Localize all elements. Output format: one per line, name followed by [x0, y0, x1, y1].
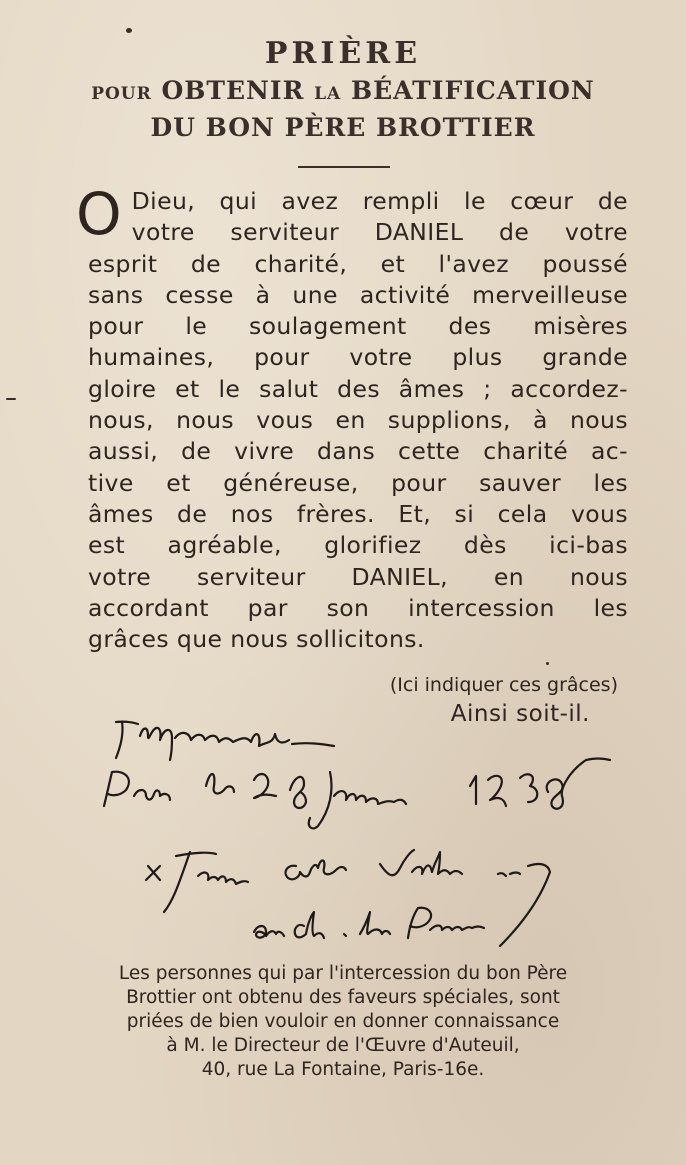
signature-stroke [380, 850, 414, 875]
imprimatur-stroke [175, 733, 289, 746]
date-stroke [290, 777, 306, 808]
date-stroke [547, 759, 610, 809]
footer-notice [0, 962, 686, 1082]
closing-amen: Ainsi soit-il. [450, 701, 590, 727]
date-stroke [254, 774, 276, 798]
archbishop-stroke [408, 908, 431, 938]
title-word-pour: POUR [91, 84, 152, 104]
date-stroke [104, 772, 129, 806]
title-word-beatification: BÉATIFICATION [350, 76, 595, 105]
prayer-line: tive et généreuse, pour sauver les [88, 468, 628, 497]
prayer-line: âmes de nos frères. Et, si cela vous [88, 499, 628, 528]
date-stroke [206, 774, 234, 793]
footer-line: à M. le Directeur de l'Œuvre d'Auteuil, [166, 1035, 520, 1056]
footer-line: Brottier ont obtenu des faveurs spéciales, sont [126, 987, 560, 1008]
signature-stroke [164, 852, 216, 912]
signature-stroke [286, 861, 346, 880]
drop-cap: O [76, 180, 122, 248]
signature-stroke [198, 873, 248, 884]
prayer-line: gloire et le salut des âmes ; accordez- [88, 374, 628, 403]
signature-stroke [498, 873, 520, 877]
prayer-line: humaines, pour votre plus grande [88, 343, 628, 372]
archbishop-stroke [360, 912, 390, 934]
title-word-la: LA [314, 84, 342, 104]
prayer-line: pour le soulagement des misères [88, 312, 628, 341]
prayer-line: est agréable, glorifiez dès ici-bas [88, 531, 628, 560]
prayer-line: votre serviteur DANIEL de votre [131, 218, 628, 247]
prayer-line: grâces que nous sollicitons. [88, 625, 425, 654]
date-stroke [309, 772, 332, 828]
date-stroke [520, 774, 537, 802]
imprimatur-stroke [116, 722, 138, 758]
date-stroke [488, 776, 506, 806]
archbishop-stroke [295, 912, 324, 938]
footer-line: Les personnes qui par l'intercession du bon Père [118, 963, 568, 984]
archbishop-stroke [344, 934, 346, 936]
archbishop-stroke [254, 926, 284, 938]
date-stroke [134, 790, 170, 800]
date-stroke [334, 791, 406, 804]
prayer-line: nous, nous vous en supplions, à nous [88, 406, 628, 435]
date-stroke [470, 776, 476, 804]
footer-line: priées de bien vouloir en donner connaissance [126, 1011, 560, 1032]
prayer-line: esprit de charité, et l'avez poussé [88, 249, 628, 278]
signature-stroke [146, 866, 160, 880]
prayer-line: Dieu, qui avez rempli le cœur de [131, 187, 628, 215]
signature-stroke [500, 864, 550, 946]
prayer-line: sans cesse à une activité merveilleuse [88, 280, 628, 309]
title-main: PRIÈRE [264, 36, 422, 71]
archbishop-stroke [430, 926, 484, 931]
footer-line: 40, rue La Fontaine, Paris-16e. [201, 1059, 485, 1080]
prayer-line: votre serviteur DANIEL, en nous [88, 562, 628, 591]
signature-stroke [412, 852, 462, 874]
title-line-3: DU BON PÈRE BROTTIER [150, 113, 536, 142]
title-word-obtenir: OBTENIR [161, 76, 305, 105]
prayer-line: accordant par son intercession les [88, 593, 628, 622]
imprimatur-stroke [140, 728, 172, 760]
instruction-note: (Ici indiquer ces grâces) [389, 674, 618, 696]
prayer-line: aussi, de vivre dans cette charité ac- [88, 437, 628, 466]
imprimatur-stroke [292, 743, 334, 746]
